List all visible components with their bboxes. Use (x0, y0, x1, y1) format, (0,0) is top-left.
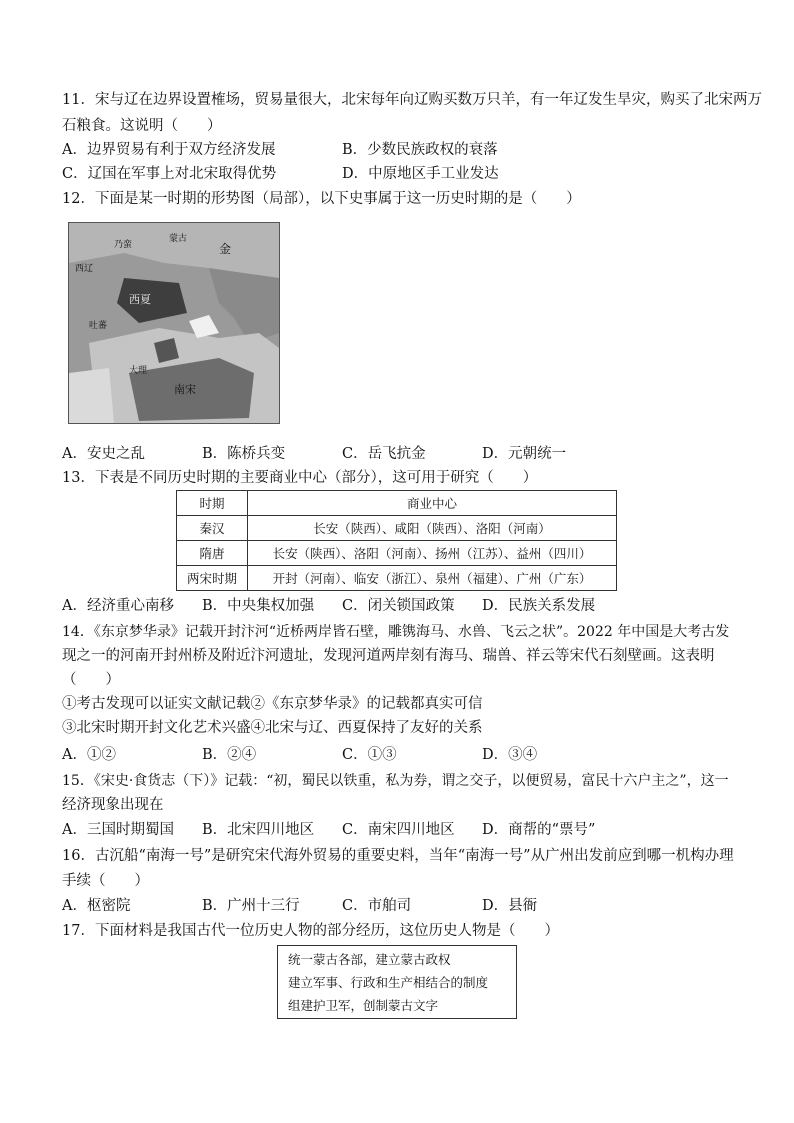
q13-option-b: B．中央集权加强 (202, 598, 315, 614)
q16-option-a: A．枢密院 (62, 898, 131, 914)
q11-stem-line2: 石粮食。这说明（ ） (62, 118, 222, 134)
table-header-centers: 商业中心 (248, 491, 617, 516)
q15-option-a: A．三国时期蜀国 (62, 822, 174, 838)
q14-statement-line2: ③北宋时期开封文化艺术兴盛④北宋与辽、西夏保持了友好的关系 (62, 720, 483, 736)
q16-stem-line2: 手续（ ） (62, 873, 149, 889)
q15-option-b: B．北宋四川地区 (202, 822, 315, 838)
q14-stem-line1: 14．《东京梦华录》记载开封汴河“近桥两岸皆石壁，雕镌海马、水兽、飞云之状”。2022 年中国是大考古发 (62, 624, 730, 640)
q14-stem-line2: 现之一的河南开封州桥及附近汴河遗址，发现河道两岸刻有海马、瑞兽、祥云等宋代石刻壁画。这表明 (62, 648, 715, 664)
map-label-naiman: 乃蛮 (114, 240, 133, 250)
q17-material-line: 建立军事、行政和生产相结合的制度 (288, 975, 489, 990)
map-label-xixia: 西夏 (129, 293, 151, 306)
q11-option-b: B．少数民族政权的衰落 (342, 142, 498, 158)
q14-option-b: B．②④ (202, 747, 257, 763)
commerce-centers-table (176, 490, 617, 591)
q17-stem: 17．下面材料是我国古代一位历史人物的部分经历，这位历史人物是（ ） (62, 923, 559, 939)
q13-option-c: C．闭关锁国政策 (342, 598, 455, 614)
q11-option-a: A．边界贸易有利于双方经济发展 (62, 142, 276, 158)
q12-stem: 12．下面是某一时期的形势图（局部），以下史事属于这一历史时期的是（ ） (62, 191, 581, 207)
q16-option-c: C．市舶司 (342, 898, 412, 914)
map-label-nansong: 南宋 (174, 383, 196, 396)
q16-option-d: D．县衙 (482, 898, 538, 914)
table-row (177, 541, 617, 566)
q17-material-line: 统一蒙古各部，建立蒙古政权 (288, 952, 451, 967)
map-label-dali: 大理 (129, 366, 148, 376)
q13-stem: 13．下表是不同历史时期的主要商业中心（部分），这可用于研究（ ） (62, 470, 538, 486)
table-row (177, 566, 617, 591)
table-row (177, 516, 617, 541)
q11-stem-line1: 11．宋与辽在边界设置榷场，贸易量很大，北宋每年向辽购买数万只羊，有一年辽发生旱灾，购买了北宋两万 (62, 92, 762, 108)
q15-option-c: C．南宋四川地区 (342, 822, 455, 838)
q15-stem-line1: 15．《宋史·食货志（下）》记载：“初，蜀民以铁重，私为券，谓之交子，以便贸易，富民十六户主之”，这一 (62, 773, 729, 789)
song-jin-map-image (68, 222, 280, 424)
q12-option-c: C．岳飞抗金 (342, 446, 426, 462)
q15-option-d: D．商帮的“票号” (482, 822, 596, 838)
q11-option-d: D．中原地区手工业发达 (342, 166, 499, 182)
q14-option-d: D．③④ (482, 747, 538, 763)
q14-statement-line1: ①考古发现可以证实文献记载②《东京梦华录》的记载都真实可信 (62, 696, 483, 712)
q15-stem-line2: 经济现象出现在 (62, 797, 164, 813)
q11-option-c: C．辽国在军事上对北宋取得优势 (62, 166, 277, 182)
map-label-jin: 金 (219, 242, 232, 256)
map-label-tubo: 吐蕃 (89, 321, 108, 331)
q14-option-a: A．①② (62, 747, 116, 763)
table-cell-centers: 开封（河南）、临安（浙江）、泉州（福建）、广州（广东） (248, 566, 617, 591)
table-header-row (177, 491, 617, 516)
table-cell-centers: 长安（陕西）、咸阳（陕西）、洛阳（河南） (248, 516, 617, 541)
table-cell-period: 隋唐 (177, 541, 248, 566)
q17-material-line: 组建护卫军，创制蒙古文字 (288, 998, 439, 1013)
q12-option-b: B．陈桥兵变 (202, 446, 286, 462)
table-header-period: 时期 (177, 491, 248, 516)
q16-stem-line1: 16．古沉船“南海一号”是研究宋代海外贸易的重要史料，当年“南海一号”从广州出发前应到哪一机构办理 (62, 848, 734, 864)
map-label-menggu: 蒙古 (169, 234, 188, 244)
q12-option-d: D．元朝统一 (482, 446, 567, 462)
q14-stem-line3: （ ） (62, 672, 120, 688)
q17-material-box (277, 945, 517, 1019)
map-label-xiliao: 西辽 (75, 264, 94, 274)
q16-option-b: B．广州十三行 (202, 898, 300, 914)
table-cell-centers: 长安（陕西）、洛阳（河南）、扬州（江苏）、益州（四川） (248, 541, 617, 566)
table-cell-period: 两宋时期 (177, 566, 248, 591)
q14-option-c: C．①③ (342, 747, 397, 763)
table-cell-period: 秦汉 (177, 516, 248, 541)
q12-option-a: A．安史之乱 (62, 446, 145, 462)
q13-option-a: A．经济重心南移 (62, 598, 174, 614)
q13-option-d: D．民族关系发展 (482, 598, 596, 614)
